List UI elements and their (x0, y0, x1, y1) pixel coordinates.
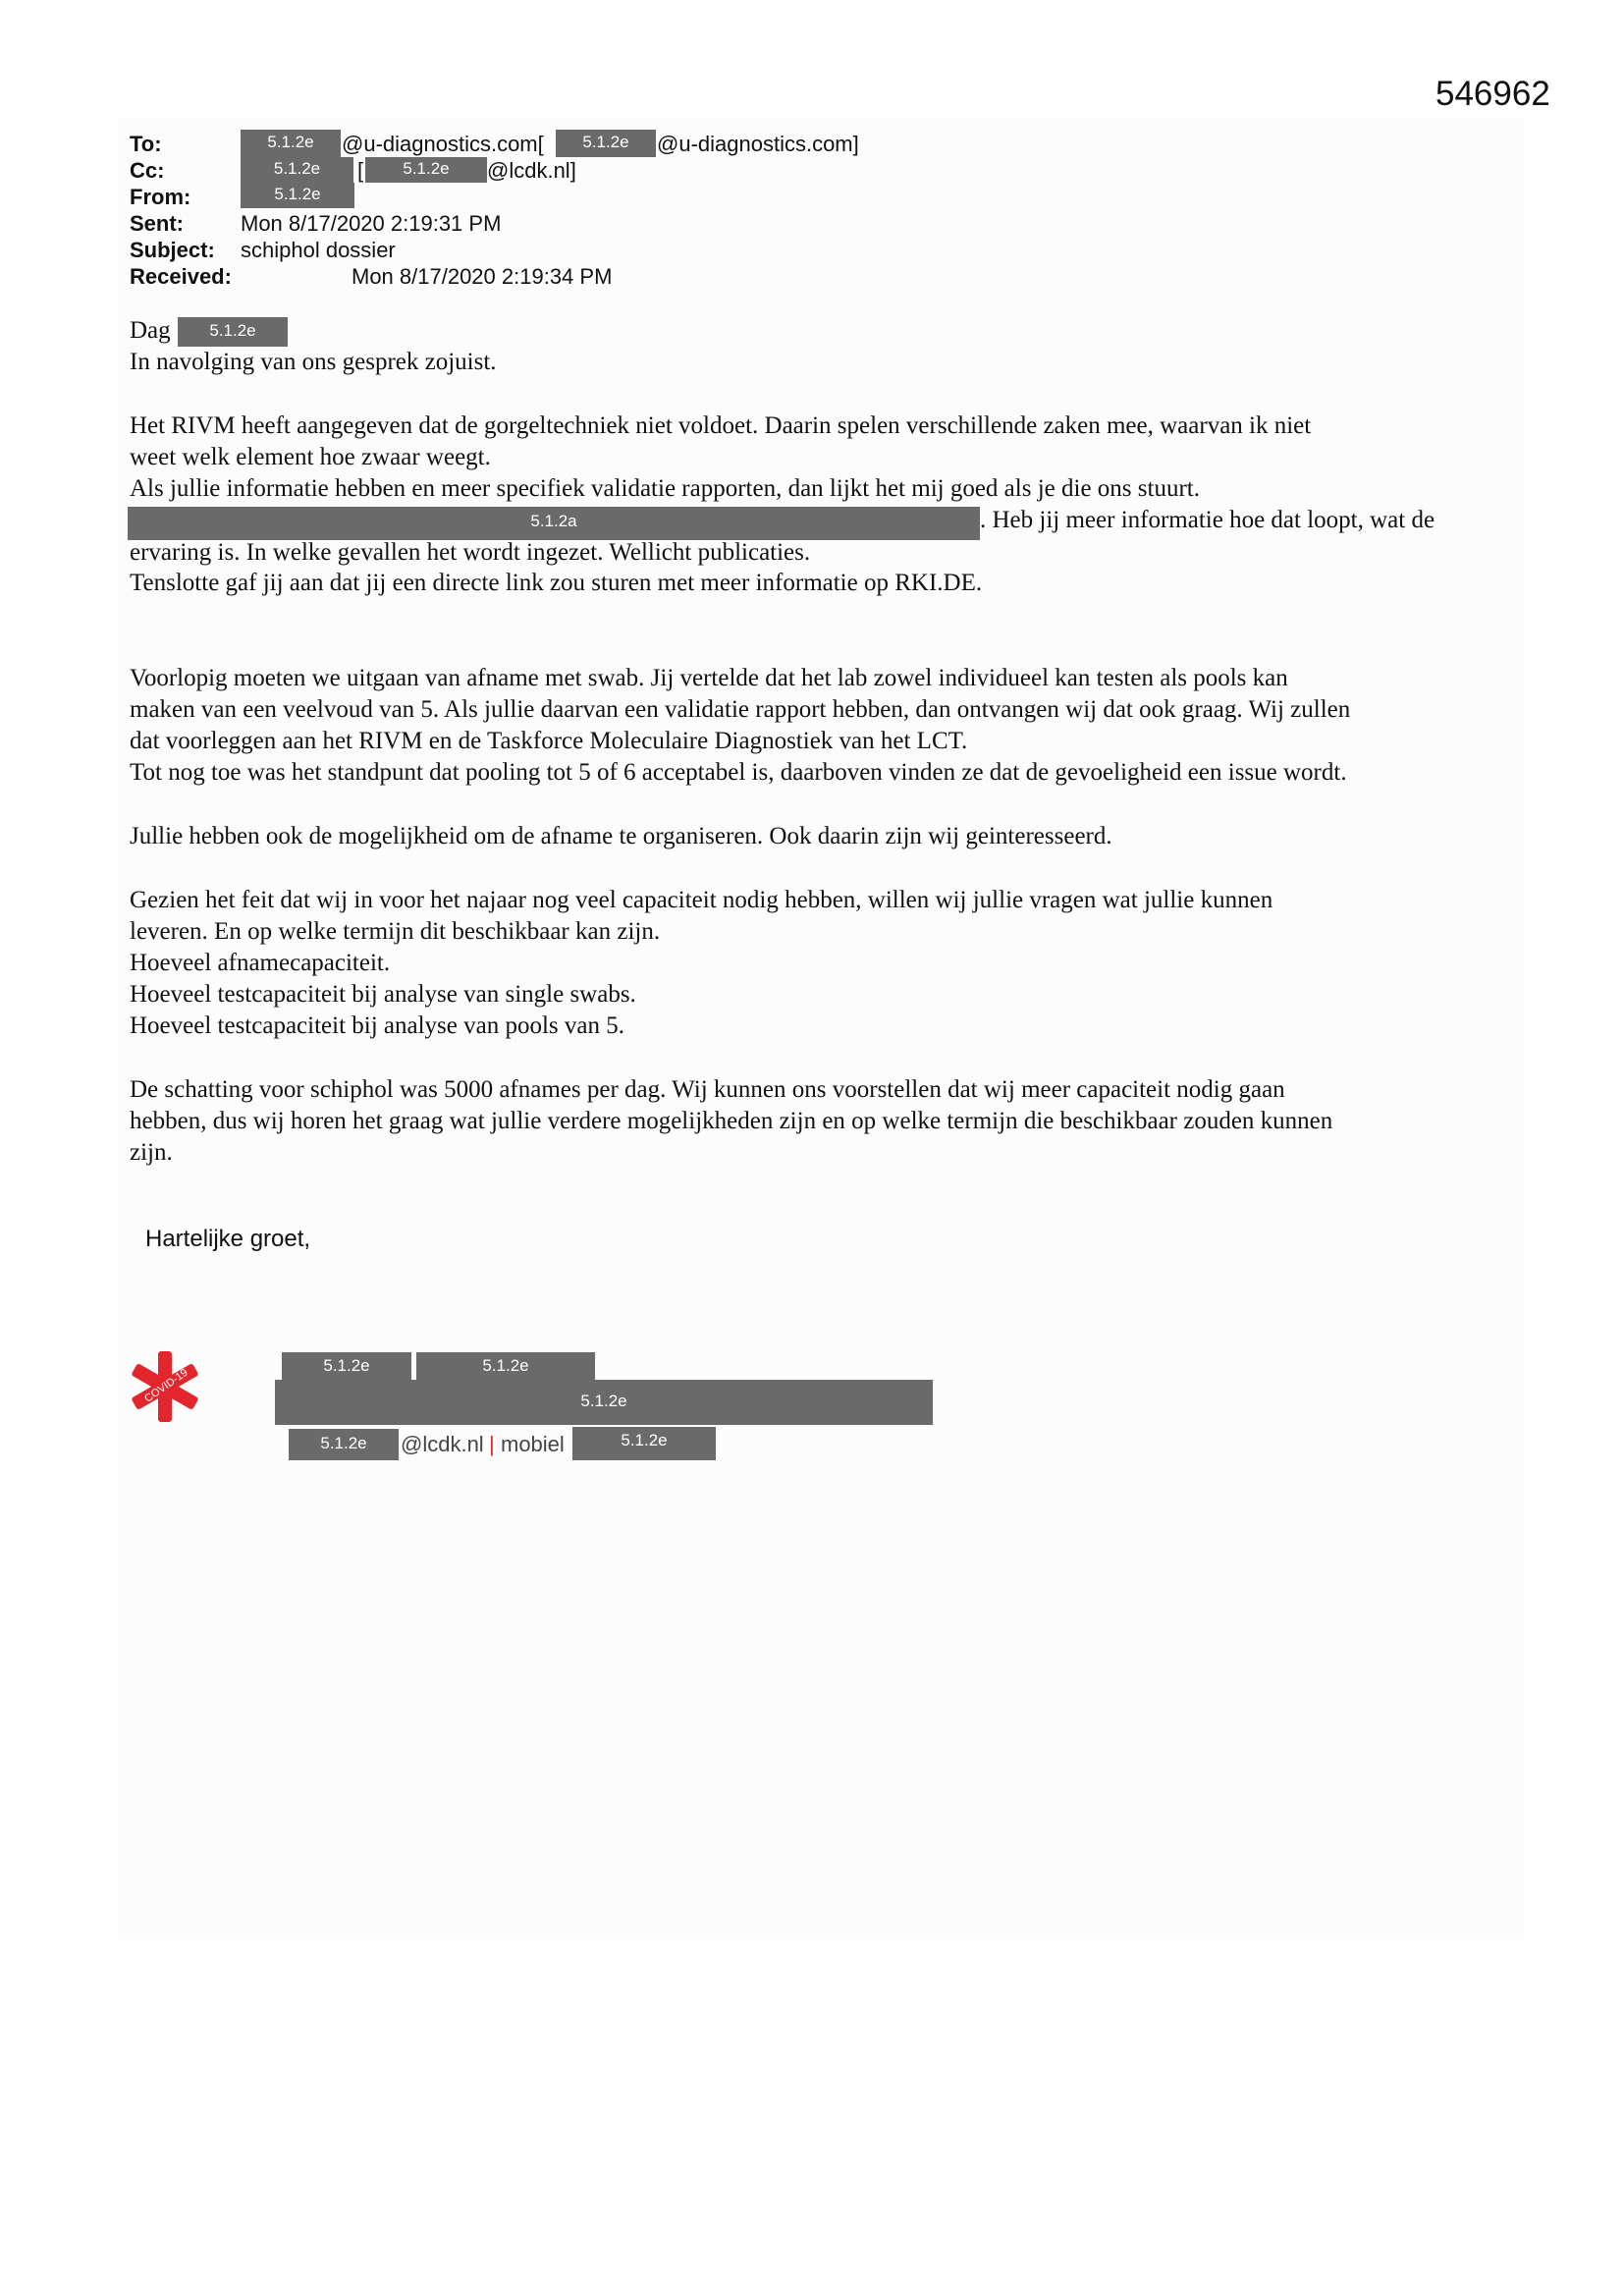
redaction-box: 5.1.2e (178, 317, 288, 347)
redaction-box: 5.1.2a (128, 507, 980, 540)
from-label: From: (130, 185, 191, 209)
redaction-box: 5.1.2e (416, 1352, 595, 1382)
sent-label: Sent: (130, 211, 184, 236)
redaction-box: 5.1.2e (241, 183, 354, 208)
body-line: leveren. En op welke termijn dit beschikbaar kan zijn. (130, 918, 661, 945)
redaction-box: 5.1.2e (365, 157, 487, 183)
body-line: ervaring is. In welke gevallen het wordt ingezet. Wellicht publicaties. (130, 539, 811, 566)
signature-separator: | (489, 1432, 495, 1456)
body-line: Hoeveel afnamecapaciteit. (130, 950, 391, 976)
body-line: hebben, dus wij horen het graag wat jullie verdere mogelijkheden zijn en op welke termijn die beschikbaar zouden kunnen (130, 1108, 1333, 1134)
body-line: dat voorleggen aan het RIVM en de Taskforce Moleculaire Diagnostiek van het LCT. (130, 728, 968, 754)
body-line: In navolging van ons gesprek zojuist. (130, 349, 497, 375)
cc-label: Cc: (130, 158, 165, 183)
body-line: maken van een veelvoud van 5. Als jullie daarvan een validatie rapport hebben, dan ontvangen wij dat ook graag. Wij zullen (130, 696, 1351, 723)
body-line: . Heb jij meer informatie hoe dat loopt, wat de (980, 507, 1435, 533)
sent-value: Mon 8/17/2020 2:19:31 PM (241, 211, 502, 236)
salutation: Dag (130, 317, 171, 344)
body-line: Tot nog toe was het standpunt dat pooling tot 5 of 6 acceptabel is, daarboven vinden ze dat de gevoeligheid een issue wordt. (130, 759, 1347, 786)
signature-mobile-label: mobiel (501, 1432, 565, 1456)
redaction-box: 5.1.2e (556, 130, 656, 157)
redaction-box: 5.1.2e (572, 1427, 716, 1460)
body-line: Het RIVM heeft aangegeven dat de gorgeltechniek niet voldoet. Daarin spelen verschillende zaken mee, waarvan ik niet (130, 412, 1312, 439)
redaction-box: 5.1.2e (282, 1352, 411, 1382)
received-label: Received: (130, 264, 232, 289)
subject-value: schiphol dossier (241, 238, 396, 262)
body-line: De schatting voor schiphol was 5000 afnames per dag. Wij kunnen ons voorstellen dat wij meer capaciteit nodig gaan (130, 1076, 1285, 1103)
to-label: To: (130, 132, 162, 156)
body-line: Gezien het feit dat wij in voor het najaar nog veel capaciteit nodig hebben, willen wij jullie vragen wat jullie kunnen (130, 887, 1273, 913)
cc-domain: @lcdk.nl] (487, 158, 576, 183)
body-line: weet welk element hoe zwaar weegt. (130, 444, 491, 470)
body-line: Voorlopig moeten we uitgaan van afname met swab. Jij vertelde dat het lab zowel individueel kan testen als pools kan (130, 665, 1288, 691)
subject-label: Subject: (130, 238, 215, 262)
redaction-box: 5.1.2e (275, 1380, 933, 1425)
body-line: zijn. (130, 1139, 173, 1166)
cc-bracket: [ (357, 158, 364, 183)
covid-logo-icon (126, 1347, 204, 1426)
body-line: Hoeveel testcapaciteit bij analyse van single swabs. (130, 981, 636, 1008)
redaction-box: 5.1.2e (241, 157, 353, 183)
redaction-box: 5.1.2e (241, 130, 341, 157)
body-line: Tenslotte gaf jij aan dat jij een directe link zou sturen met meer informatie op RKI.DE. (130, 570, 983, 596)
body-line: Hoeveel testcapaciteit bij analyse van pools van 5. (130, 1012, 624, 1039)
closing-greeting: Hartelijke groet, (145, 1226, 311, 1252)
redaction-box: 5.1.2e (289, 1429, 399, 1460)
body-line: Als jullie informatie hebben en meer specifiek validatie rapporten, dan lijkt het mij goed als je die ons stuurt. (130, 475, 1200, 502)
document-number: 546962 (1435, 75, 1550, 113)
signature-email-domain: @lcdk.nl (401, 1432, 484, 1456)
logo-text: COVID-19 (142, 1366, 190, 1405)
to-domain: @u-diagnostics.com[ (342, 132, 544, 156)
to-domain: @u-diagnostics.com] (657, 132, 859, 156)
received-value: Mon 8/17/2020 2:19:34 PM (352, 264, 613, 289)
body-line: Jullie hebben ook de mogelijkheid om de afname te organiseren. Ook daarin zijn wij geinteresseerd. (130, 823, 1112, 849)
